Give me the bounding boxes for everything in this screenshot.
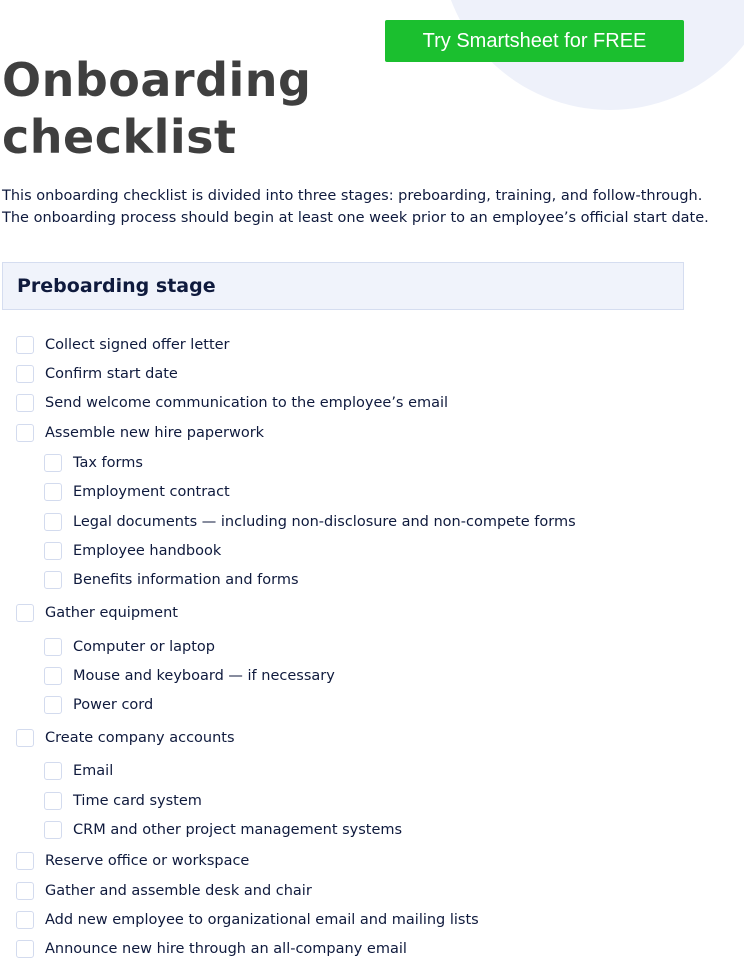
checklist-item-label: Mouse and keyboard — if necessary [73, 668, 335, 684]
checklist-item-label: Send welcome communication to the employee’s email [45, 395, 449, 411]
checkbox[interactable] [44, 513, 62, 531]
checklist-item [16, 910, 479, 930]
page-title-line-1: Onboarding [2, 53, 312, 107]
checklist-item-label: Reserve office or workspace [45, 853, 250, 869]
checklist-item-label: Time card system [73, 793, 202, 809]
checkbox[interactable] [16, 940, 34, 958]
try-free-button[interactable]: Try Smartsheet for FREE [385, 20, 684, 62]
checkbox[interactable] [16, 729, 34, 747]
checkbox[interactable] [44, 542, 62, 560]
checkbox[interactable] [44, 454, 62, 472]
page-title [2, 52, 311, 166]
checklist-item-label: Legal documents — including non-disclosure and non-compete forms [73, 514, 576, 530]
checkbox[interactable] [44, 821, 62, 839]
checkbox[interactable] [16, 336, 34, 354]
checkbox[interactable] [44, 696, 62, 714]
preboarding-stage-header [2, 262, 684, 310]
checklist-item [16, 728, 235, 748]
checklist-item-label: Gather and assemble desk and chair [45, 883, 312, 899]
checklist-subitem [44, 512, 576, 532]
checklist-item-label: Tax forms [73, 455, 143, 471]
checklist-item [16, 603, 178, 623]
checklist-item [16, 939, 407, 959]
checklist-item-label: Create company accounts [45, 730, 235, 746]
checkbox[interactable] [16, 365, 34, 383]
checkbox[interactable] [44, 571, 62, 589]
checklist-subitem [44, 791, 202, 811]
checklist-subitem [44, 761, 113, 781]
page-title-line-2: checklist [2, 110, 237, 164]
checklist-subitem [44, 637, 215, 657]
checklist-item-label: Email [73, 763, 114, 779]
checklist-subitem [44, 482, 230, 502]
checklist-item-label: Announce new hire through an all-company email [45, 941, 407, 957]
checklist-item [16, 335, 230, 355]
checkbox[interactable] [44, 667, 62, 685]
checklist-subitem [44, 666, 335, 686]
checklist-item [16, 423, 264, 443]
checklist-item-label: Benefits information and forms [73, 572, 299, 588]
intro-line-1: This onboarding checklist is divided into three stages: preboarding, training, and follow-through. [2, 188, 703, 204]
checklist-item-label: Collect signed offer letter [45, 337, 230, 353]
checklist-subitem [44, 820, 402, 840]
checklist-subitem [44, 695, 153, 715]
checklist-item-label: Computer or laptop [73, 639, 216, 655]
checklist-item-label: Add new employee to organizational email and mailing lists [45, 912, 479, 928]
checklist-subitem [44, 453, 143, 473]
checkbox[interactable] [44, 483, 62, 501]
stage-title: Preboarding stage [17, 275, 216, 297]
checkbox[interactable] [16, 882, 34, 900]
checkbox[interactable] [44, 762, 62, 780]
checklist-item [16, 393, 448, 413]
checkbox[interactable] [16, 604, 34, 622]
intro-line-2: The onboarding process should begin at least one week prior to an employee’s official start date. [2, 210, 709, 226]
checklist-item-label: Confirm start date [45, 366, 178, 382]
checklist-item-label: CRM and other project management systems [73, 822, 403, 838]
checklist-subitem [44, 541, 221, 561]
checkbox[interactable] [44, 638, 62, 656]
checklist-item [16, 851, 249, 871]
intro-paragraph [2, 185, 732, 229]
checkbox[interactable] [16, 911, 34, 929]
checklist-item-label: Assemble new hire paperwork [45, 425, 265, 441]
checklist-subitem [44, 570, 299, 590]
checklist-item-label: Power cord [73, 697, 154, 713]
checkbox[interactable] [16, 852, 34, 870]
checklist-item-label: Employment contract [73, 484, 230, 500]
checklist-item-label: Employee handbook [73, 543, 222, 559]
checklist-item-label: Gather equipment [45, 605, 178, 621]
checkbox[interactable] [16, 424, 34, 442]
checklist-item [16, 364, 178, 384]
checklist-item [16, 881, 312, 901]
checkbox[interactable] [44, 792, 62, 810]
checkbox[interactable] [16, 394, 34, 412]
